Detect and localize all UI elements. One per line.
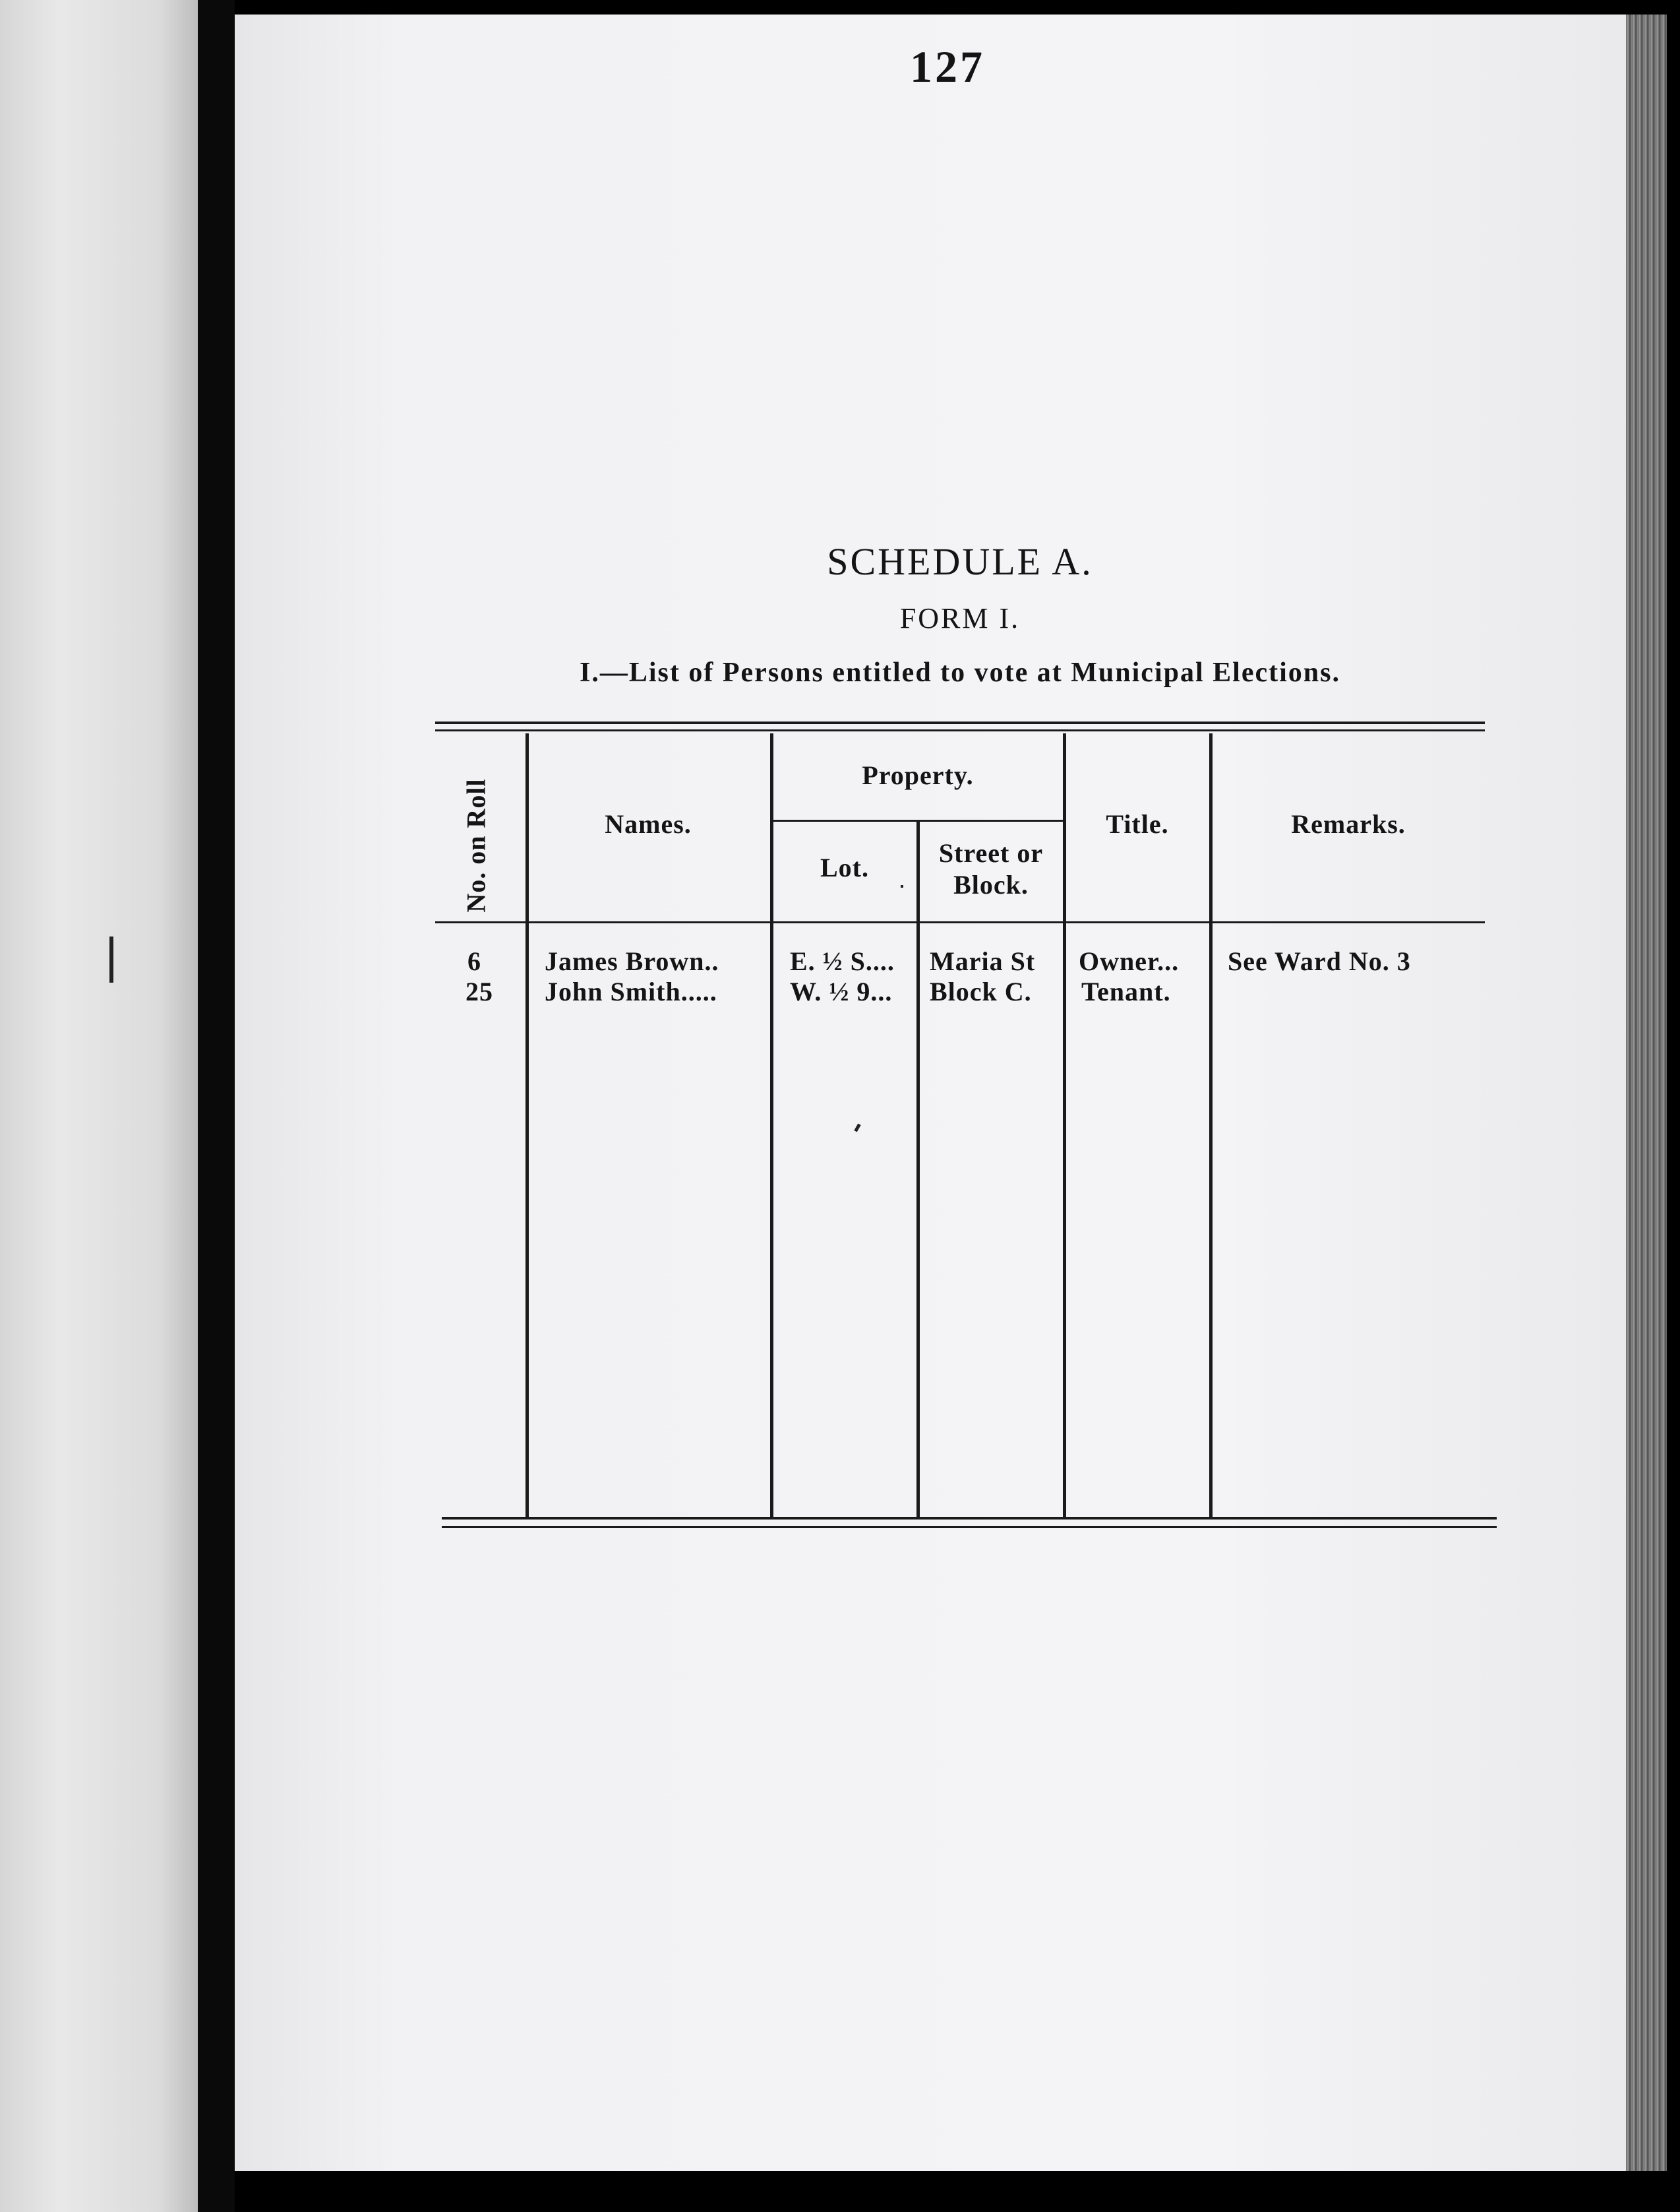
row-2-number: 25 (465, 977, 493, 1006)
table-subtitle: I.—List of Persons entitled to vote at Municipal Elections. (580, 658, 1340, 688)
row-1-name: James Brown.. (545, 946, 719, 976)
row-1-street: Maria St (930, 946, 1036, 976)
bottom-rule (442, 1517, 1497, 1520)
header-property: Property. (862, 760, 974, 790)
header-street-line1: Street or (938, 838, 1044, 868)
row-1-title: Owner... (1079, 946, 1180, 976)
row-2-name: John Smith..... (545, 977, 717, 1006)
column-divider (916, 821, 920, 1517)
row-1-lot: E. ½ S.... (790, 946, 895, 976)
column-divider (1063, 733, 1066, 1517)
top-rule (435, 722, 1485, 724)
book-gutter (198, 0, 235, 2212)
scan-speck (109, 937, 113, 983)
column-divider (770, 733, 773, 1517)
row-2-lot: W. ½ 9... (790, 977, 893, 1006)
column-divider (525, 733, 529, 1517)
header-names: Names. (605, 809, 692, 839)
header-remarks: Remarks. (1291, 809, 1406, 839)
bottom-rule-2 (442, 1526, 1497, 1528)
page-stack-edges (1626, 15, 1667, 2171)
page-number: 127 (910, 42, 985, 92)
column-divider (1209, 733, 1213, 1517)
property-subheader-rule (773, 820, 1063, 822)
form-title: FORM I. (899, 602, 1021, 634)
header-title: Title. (1106, 809, 1169, 839)
header-lot: Lot. (820, 853, 869, 882)
document-page (235, 15, 1626, 2171)
row-2-title: Tenant. (1081, 977, 1171, 1006)
top-rule-2 (435, 729, 1485, 731)
header-bottom-rule (435, 921, 1485, 923)
row-1-remarks: See Ward No. 3 (1228, 946, 1411, 976)
row-1-number: 6 (467, 946, 481, 976)
row-2-street: Block C. (930, 977, 1032, 1006)
scan-speck (901, 885, 903, 888)
header-street-line2: Block. (953, 870, 1029, 900)
facing-page-edge (0, 0, 198, 2212)
schedule-title: SCHEDULE A. (827, 540, 1093, 583)
